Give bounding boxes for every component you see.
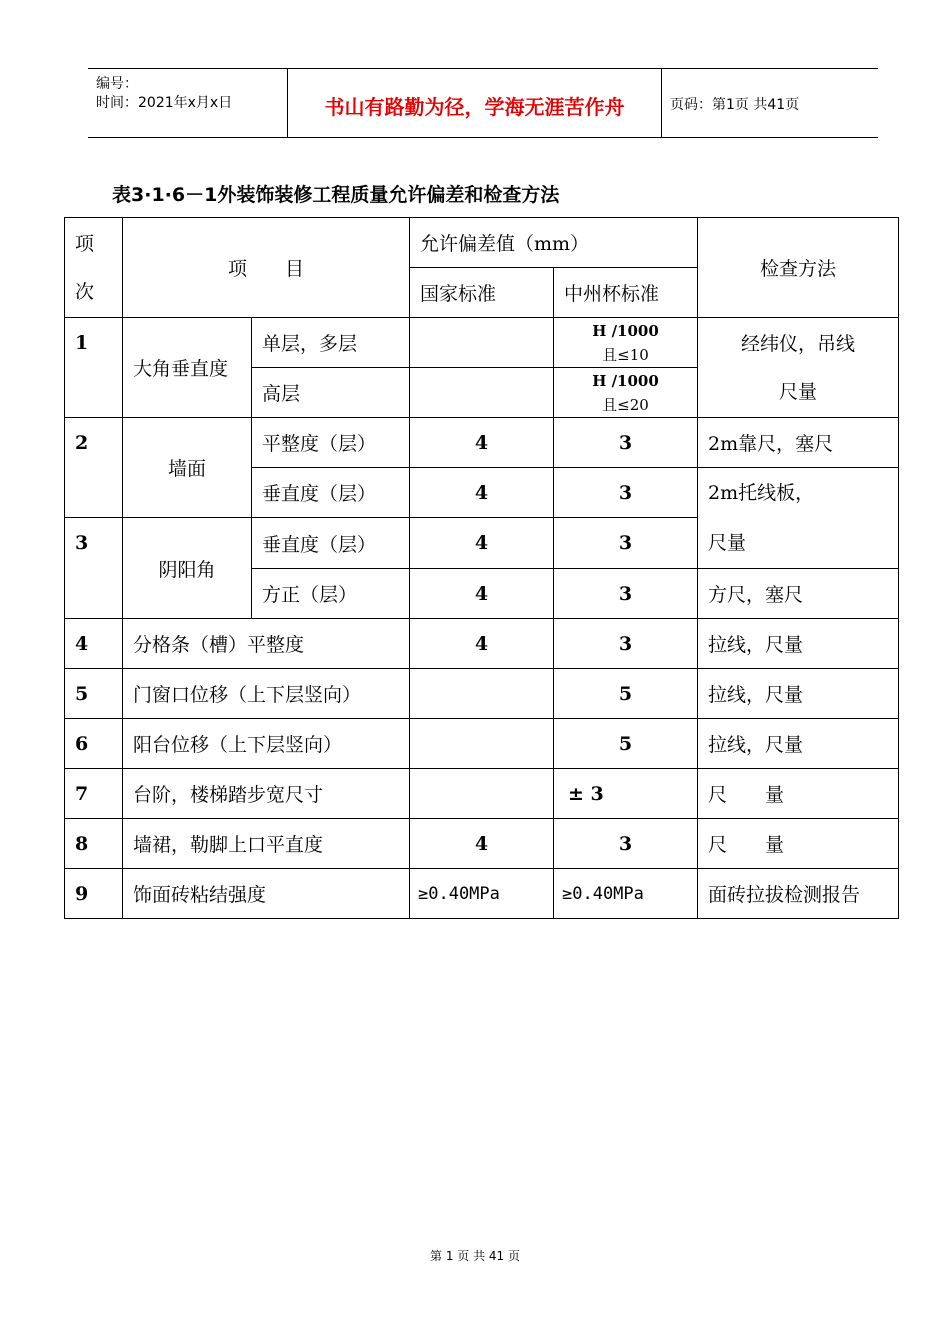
row-method bbox=[698, 468, 899, 569]
row-national: 4 bbox=[410, 819, 554, 869]
row-zhongzhou: 3 bbox=[554, 518, 698, 569]
row-zhongzhou: 3 bbox=[554, 619, 698, 669]
row-national bbox=[410, 368, 554, 418]
row-zhongzhou: 3 bbox=[554, 418, 698, 468]
zhongzhou-line-1: H /1000 bbox=[592, 371, 659, 390]
table-row bbox=[65, 719, 899, 769]
quality-tolerance-table bbox=[64, 217, 899, 919]
row-zhongzhou: ± 3 bbox=[554, 769, 698, 819]
page-label: 页码：第1页 共41页 bbox=[670, 97, 800, 113]
table-row bbox=[65, 669, 899, 719]
row-item: 饰面砖粘结强度 bbox=[123, 869, 410, 919]
row-method bbox=[698, 318, 899, 418]
header-item-no bbox=[65, 218, 123, 318]
row-no: 4 bbox=[65, 619, 123, 669]
table-header-row bbox=[65, 218, 899, 268]
row-subitem: 高层 bbox=[252, 368, 410, 418]
row-item: 分格条（槽）平整度 bbox=[123, 619, 410, 669]
row-national: 4 bbox=[410, 619, 554, 669]
row-item: 阴阳角 bbox=[123, 518, 252, 619]
table-row bbox=[65, 819, 899, 869]
row-method: 面砖拉拔检测报告 bbox=[698, 869, 899, 919]
row-national: ≥0.40MPa bbox=[410, 869, 554, 919]
row-method: 尺 量 bbox=[698, 769, 899, 819]
row-national bbox=[410, 719, 554, 769]
row-item: 门窗口位移（上下层竖向） bbox=[123, 669, 410, 719]
row-zhongzhou: ≥0.40MPa bbox=[554, 869, 698, 919]
row-zhongzhou bbox=[554, 368, 698, 418]
header-page-cell bbox=[662, 69, 878, 137]
page-header bbox=[88, 68, 878, 138]
row-method: 拉线，尺量 bbox=[698, 669, 899, 719]
row-no: 7 bbox=[65, 769, 123, 819]
table-row bbox=[65, 619, 899, 669]
row-method: 方尺，塞尺 bbox=[698, 569, 899, 619]
zhongzhou-line-2: 且≤10 bbox=[602, 345, 649, 364]
row-no: 1 bbox=[65, 318, 123, 418]
header-tolerance: 允许偏差值（mm） bbox=[410, 218, 698, 268]
page-footer: 第 1 页 共 41 页 bbox=[430, 1249, 520, 1263]
row-zhongzhou bbox=[554, 318, 698, 368]
row-no: 6 bbox=[65, 719, 123, 769]
row-zhongzhou: 3 bbox=[554, 569, 698, 619]
row-zhongzhou: 5 bbox=[554, 669, 698, 719]
zhongzhou-line-2: 且≤20 bbox=[602, 395, 649, 414]
table-row bbox=[65, 318, 899, 368]
header-meta-cell bbox=[88, 69, 288, 137]
row-item: 墙裙，勒脚上口平直度 bbox=[123, 819, 410, 869]
row-national: 4 bbox=[410, 468, 554, 518]
header-item-no-2: 次 bbox=[75, 280, 95, 303]
row-method: 尺 量 bbox=[698, 819, 899, 869]
table-row bbox=[65, 418, 899, 468]
header-item: 项 目 bbox=[123, 218, 410, 318]
row-method: 2m靠尺，塞尺 bbox=[698, 418, 899, 468]
method-line-2: 尺量 bbox=[778, 380, 817, 403]
row-no: 9 bbox=[65, 869, 123, 919]
method-line-1: 经纬仪，吊线 bbox=[740, 332, 855, 355]
row-item: 墙面 bbox=[123, 418, 252, 518]
row-subitem: 平整度（层） bbox=[252, 418, 410, 468]
row-national bbox=[410, 769, 554, 819]
row-no: 3 bbox=[65, 518, 123, 619]
table-row bbox=[65, 869, 899, 919]
row-subitem: 单层，多层 bbox=[252, 318, 410, 368]
row-subitem: 垂直度（层） bbox=[252, 468, 410, 518]
row-method: 拉线，尺量 bbox=[698, 619, 899, 669]
row-no: 2 bbox=[65, 418, 123, 518]
row-item: 阳台位移（上下层竖向） bbox=[123, 719, 410, 769]
method-line-1: 2m托线板， bbox=[708, 482, 815, 504]
row-national: 4 bbox=[410, 518, 554, 569]
row-item: 台阶，楼梯踏步宽尺寸 bbox=[123, 769, 410, 819]
row-item: 大角垂直度 bbox=[123, 318, 252, 418]
row-national bbox=[410, 318, 554, 368]
row-subitem: 方正（层） bbox=[252, 569, 410, 619]
row-no: 8 bbox=[65, 819, 123, 869]
method-line-2: 尺量 bbox=[708, 532, 747, 554]
number-label: 编号： bbox=[96, 76, 138, 92]
row-zhongzhou: 3 bbox=[554, 468, 698, 518]
header-national: 国家标准 bbox=[410, 268, 554, 318]
time-label: 时间：2021年x月x日 bbox=[96, 95, 233, 111]
zhongzhou-line-1: H /1000 bbox=[592, 321, 659, 340]
motto: 书山有路勤为径，学海无涯苦作舟 bbox=[324, 95, 625, 119]
row-zhongzhou: 5 bbox=[554, 719, 698, 769]
row-no: 5 bbox=[65, 669, 123, 719]
row-national: 4 bbox=[410, 569, 554, 619]
table-title: 表3·1·6－1外装饰装修工程质量允许偏差和检查方法 bbox=[112, 184, 560, 206]
row-national: 4 bbox=[410, 418, 554, 468]
row-national bbox=[410, 669, 554, 719]
header-method: 检查方法 bbox=[698, 218, 899, 318]
table-row bbox=[65, 769, 899, 819]
header-item-no-1: 项 bbox=[75, 232, 95, 255]
header-zhongzhou: 中州杯标准 bbox=[554, 268, 698, 318]
row-method: 拉线，尺量 bbox=[698, 719, 899, 769]
row-zhongzhou: 3 bbox=[554, 819, 698, 869]
row-subitem: 垂直度（层） bbox=[252, 518, 410, 569]
header-motto-cell bbox=[288, 69, 662, 137]
